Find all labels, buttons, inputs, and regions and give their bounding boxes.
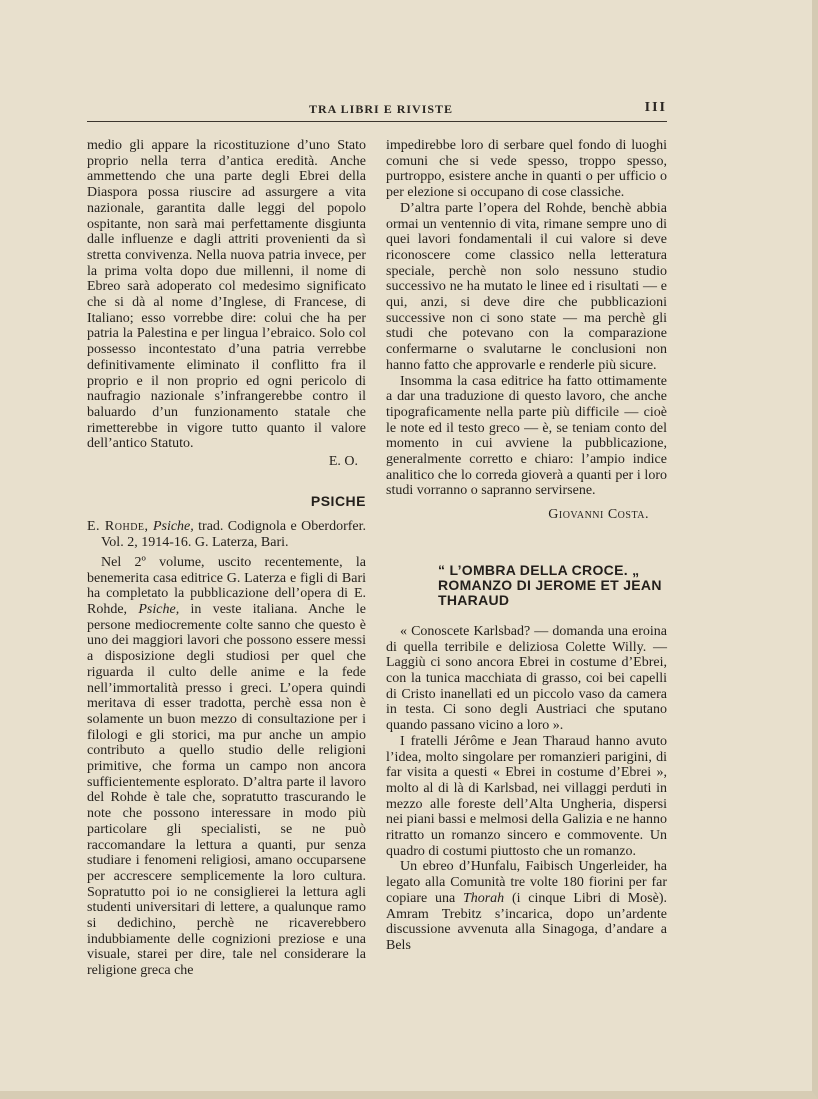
biblio-details: trad. Codignola e Oberdorfer. Vol. 2, 1914-16. G. Laterza, Bari. <box>101 519 367 551</box>
article-title-line: THARAUD <box>438 591 510 608</box>
text-run: (i cinque Libri di Mosè). Amram Trebitz s’incarica, dopo un’ardente discussione avvenuta alla Sinagoga, d’andare a Bels <box>386 890 667 953</box>
paragraph: impedirebbe loro di serbare quel fondo di luoghi comuni che si vede spesso, troppo spesso, purtroppo, esistere anche in quanti o per ufficio o per elezione si occupano di cose classiche. <box>386 138 667 201</box>
text-run: Nel 2º volume, uscito recentemente, la benemerita casa editrice G. Laterza e figli di Bari ha completato la pubblicazione dell’opera di E. Rohde, <box>87 554 366 617</box>
biblio-title: Psiche, <box>152 519 194 535</box>
signature-eo: E. O. <box>328 454 358 470</box>
section-title-psiche: PSICHE <box>310 492 366 509</box>
italic-title: Thorah <box>462 890 505 906</box>
bibliographic-entry <box>87 519 366 550</box>
paragraph: D’altra parte l’opera del Rohde, benchè abbia ormai un ventennio di vita, rimane sempre uno di quei lavori fondamentali il cui valore si deve riconoscere come classico nella letteratura speciale, perchè non solo nessuno studio successivo ne ha mutato le linee ed i risultati — e qui, anzi, si deve dire che pubblicazioni successive non ci sono state — ma perchè gli studi che potevano con la comparazione confermarne o svalutarne le conclusioni non hanno fatto che approvarle e renderle più sicure. <box>386 200 667 373</box>
running-title: TRA LIBRI E RIVISTE <box>309 102 454 116</box>
right-column <box>386 138 667 954</box>
paragraph: I fratelli Jérôme e Jean Tharaud hanno avuto l’idea, molto singolare per romanzieri parigini, di far visita a questi « Ebrei in costume d’Ebrei », molto al di là di Karlsbad, nei villaggi perduti in mezzo alle foreste dell’Alta Ungheria, dispersi nei piani bassi e melmosi della Galizia e ne hanno ritratto un romanzo sincero e commovente. Un quadro di costumi piuttosto che un romanzo. <box>386 733 667 859</box>
article-title-line: ROMANZO DI JEROME ET JEAN <box>438 576 662 593</box>
page-number: III <box>644 100 667 115</box>
paragraph <box>386 859 667 953</box>
page-header <box>87 100 667 118</box>
text-run: in veste italiana. Anche le persone mediocremente colte sanno che questo è uno dei maggiori lavori che possono essere messi a disposizione degli studiosi per quel che riguarda il culto delle anime e la fede nell’immortalità presso i greci. L’opera quindi meritava di esser tradotta, perchè essa non è solamente un buon mezzo di consultazione per i filologi e gli storici, ma pur anche un ampio contributo a quello studio delle religioni primitive, che forma un campo non ancora sufficientemente esplorato. D’altra parte il lavoro del Rohde è tale che, sopratutto trascurando le note che possono interessare in modo più particolare gli specialisti, se ne può raccomandare la lettura a quanti, pur senza studiare i fenomeni religiosi, amano occuparsene per accrescere semplicemente la loro cultura. Sopratutto poi io ne consiglierei la lettura agli studenti universitari di lettere, a qualunque ramo si dedichino, perchè ne ricaverebbero indubbiamente delle cognizioni preziose e una visuale, starei per dire, tale nel considerare la religione greca che <box>87 601 366 979</box>
biblio-author: E. Rohde, <box>87 519 149 535</box>
header-rule <box>87 121 667 122</box>
article-title-line: “ L’OMBRA DELLA CROCE. „ <box>438 561 640 578</box>
text-run: Un ebreo d’Hunfalu, Faibisch Ungerleider, ha legato alla Comunità tre volte 180 fiorini per far copiare una <box>386 859 667 906</box>
paragraph <box>87 555 366 979</box>
paragraph: « Conoscete Karlsbad? — domanda una eroina di quella terribile e deliziosa Colette Willy. — Laggiù ci sono ancora Ebrei in costume d’Ebrei, con la tunica macchiata di grasso, coi bei capelli di Cristo inanellati ed un piccolo vaso da camera in testa. Ci sono degli Austriaci che sputano quando passano vicino a loro ». <box>386 623 667 734</box>
paragraph: Insomma la casa editrice ha fatto ottimamente a dar una traduzione di questo lavoro, che anche tipograficamente nella parte più difficile — cioè le note ed il testo greco — è, se teniam conto del momento in cui avviene la pubblicazione, generalmente corretto e chiaro: l’ampio indice analitico che lo correda gioverà a quanti per i loro studi vorranno o sapranno servirsene. <box>386 373 667 499</box>
article-title <box>438 563 667 608</box>
left-column <box>87 138 366 979</box>
signature-costa: Giovanni Costa. <box>548 507 649 523</box>
italic-title: Psiche, <box>138 601 180 617</box>
paragraph: medio gli appare la ricostituzione d’uno Stato proprio nella terra d’antica eredità. Anche ammettendo che una parte degli Ebrei della Diaspora possa riuscire ad assurgere a vita nazionale, garantita dalle leggi del popolo ospitante, non sarà mai perfettamente disgiunta dalle influenze e dagli attriti provenienti da sì stretta convivenza. Nella nuova patria invece, per la prima volta dopo due millenni, il nome di Ebreo sarà adoperato col medesimo significato che si dà al nome d’Inglese, di Francese, di Italiano; esso vorrebbe dire: colui che ha per patria la Palestina e per lingua l’ebraico. Solo col possesso incontestato d’una patria verrebbe definitivamente eliminato il conflitto fra il proprio e il non proprio ed ogni pericolo di naufragio nazionale s’infrangerebbe contro il baluardo d’un funzionamento statale che rimetterebbe in vigore tutto quanto il valore dell’antico Statuto. <box>87 138 366 452</box>
